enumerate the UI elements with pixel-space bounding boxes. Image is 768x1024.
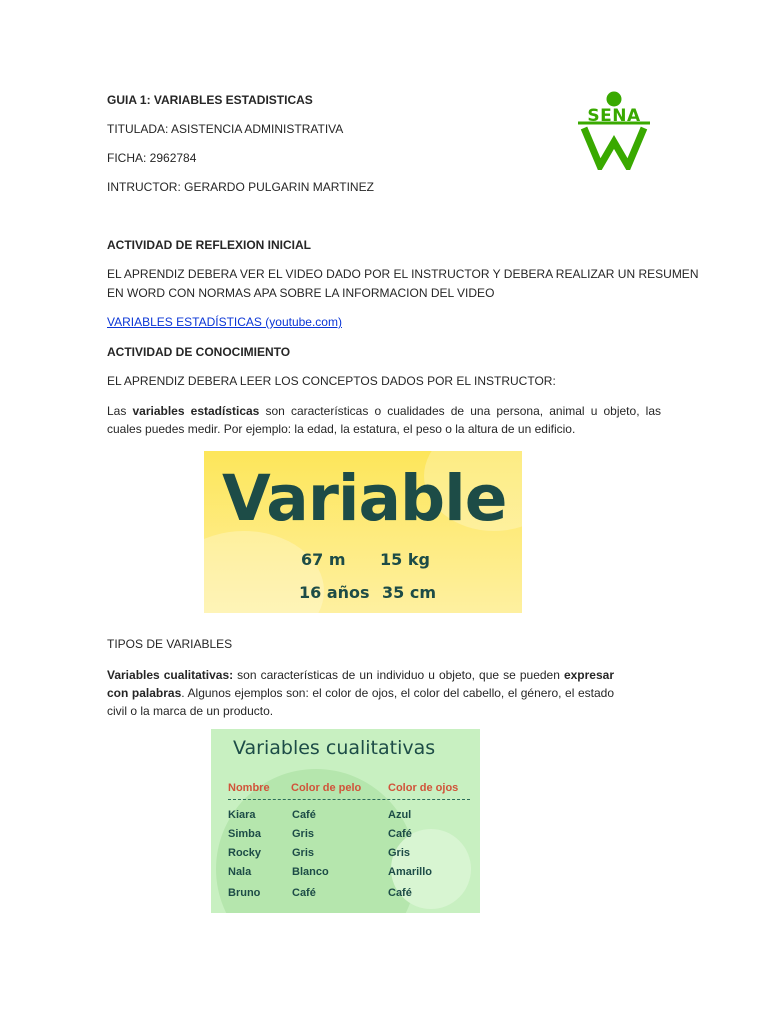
sena-logo-text: SENA	[587, 106, 641, 126]
qual-table-title: Variables cualitativas	[233, 737, 436, 759]
qual-cell: Simba	[228, 828, 262, 840]
qual-cell: Café	[388, 887, 412, 899]
knowledge-intro: EL APRENDIZ DEBERA LEER LOS CONCEPTOS DADOS POR EL INSTRUCTOR:	[107, 374, 556, 388]
qual-cell: Nala	[228, 866, 252, 878]
qual-header-ojos: Color de ojos	[388, 782, 459, 794]
def-bold-term: variables estadísticas	[132, 404, 260, 418]
qual-cell: Amarillo	[388, 866, 433, 878]
qual-cell: Bruno	[228, 887, 261, 899]
qual-header-pelo: Color de pelo	[291, 782, 362, 794]
reflection-text-line2: EN WORD CON NORMAS APA SOBRE LA INFORMACION DEL VIDEO	[107, 286, 495, 300]
definition-paragraph	[107, 402, 661, 438]
qualitative-paragraph	[107, 666, 614, 720]
qual-cell: Café	[388, 828, 412, 840]
qual-cell: Café	[292, 887, 316, 899]
youtube-video-link[interactable]: VARIABLES ESTADÍSTICAS (youtube.com)	[107, 315, 342, 329]
qual-cell: Café	[292, 809, 316, 821]
measure-35cm: 35 cm	[382, 583, 436, 602]
instructor-line: INTRUCTOR: GERARDO PULGARIN MARTINEZ	[107, 180, 374, 194]
reflection-text-line1: EL APRENDIZ DEBERA VER EL VIDEO DADO POR EL INSTRUCTOR Y DEBERA REALIZAR UN RESUMEN	[107, 267, 699, 281]
variable-word: Variable	[222, 462, 507, 535]
qual-header-divider	[228, 799, 470, 800]
qual-cell: Gris	[292, 847, 315, 859]
qual-cell: Rocky	[228, 847, 262, 859]
def-rest: son características o cualidades de una persona, animal u objeto, las cuales puedes medir. Por ejemplo: la edad, la estatura, el peso o la altura de un edificio.	[107, 404, 661, 436]
variable-illustration	[204, 451, 522, 613]
qualitative-table-illustration	[211, 729, 480, 913]
qual-bold-term: Variables cualitativas:	[107, 668, 234, 682]
qual-bold-phrase: expresar con palabras	[107, 668, 614, 700]
qual-cell: Gris	[388, 847, 411, 859]
titulada-line: TITULADA: ASISTENCIA ADMINISTRATIVA	[107, 122, 344, 136]
ficha-line: FICHA: 2962784	[107, 151, 197, 165]
sena-logo	[576, 90, 652, 170]
guide-title: GUIA 1: VARIABLES ESTADISTICAS	[107, 93, 313, 107]
measure-16anos: 16 años	[299, 583, 370, 602]
qual-cell: Kiara	[228, 809, 256, 821]
qual-cell: Gris	[292, 828, 315, 840]
qual-text-1: son características de un individuo u objeto, que se pueden	[233, 668, 564, 682]
qual-text-2: . Algunos ejemplos son: el color de ojos, el color del cabello, el género, el estado civil o la marca de un producto.	[107, 686, 614, 718]
reflection-heading: ACTIVIDAD DE REFLEXION INICIAL	[107, 238, 312, 252]
measure-67m: 67 m	[301, 550, 346, 569]
measure-15kg: 15 kg	[380, 550, 430, 569]
types-heading: TIPOS DE VARIABLES	[107, 637, 233, 651]
qual-header-nombre: Nombre	[228, 782, 270, 794]
qual-cell: Blanco	[292, 866, 329, 878]
qual-cell: Azul	[388, 809, 412, 821]
knowledge-heading: ACTIVIDAD DE CONOCIMIENTO	[107, 345, 291, 359]
def-prefix: Las	[107, 404, 133, 418]
